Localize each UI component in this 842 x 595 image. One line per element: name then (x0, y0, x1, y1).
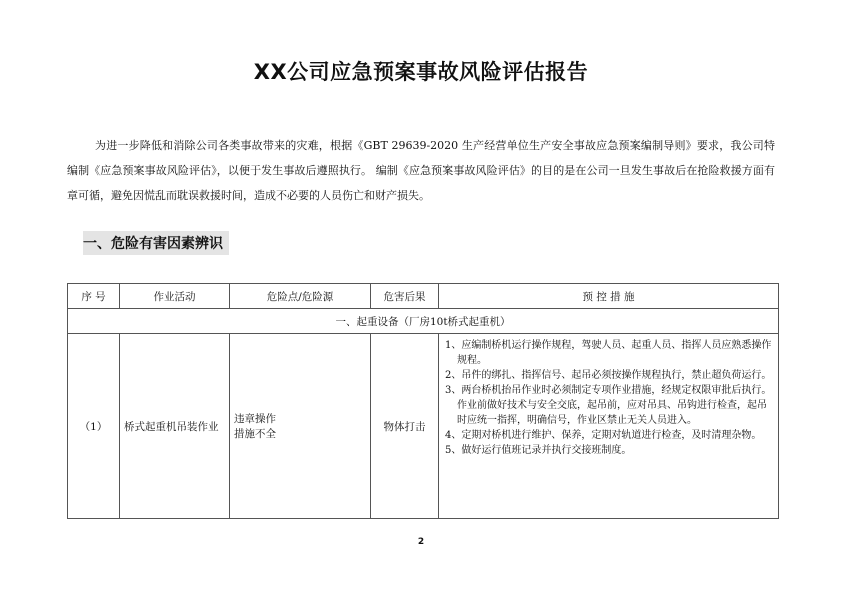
cell-consequence: 物体打击 (371, 334, 439, 519)
header-measures: 预 控 措 施 (439, 284, 779, 309)
measure-item: 3、两台桥机抬吊作业时必须制定专项作业措施，经规定权限审批后执行。作业前做好技术与安全交底，起吊前，应对吊具、吊钩进行检查，起吊时应统一指挥，明确信号，作业区禁止无关人员进入。 (445, 385, 772, 426)
cell-activity: 桥式起重机吊装作业 (120, 334, 230, 519)
cell-measures (439, 334, 779, 519)
measures-list (445, 338, 772, 458)
table-row (68, 334, 779, 519)
hazard-line-1: 违章操作 (234, 413, 276, 425)
group-row (68, 309, 779, 334)
header-no: 序 号 (68, 284, 120, 309)
page-title: XX公司应急预案事故风险评估报告 (253, 60, 589, 84)
section-heading: 一、危险有害因素辨识 (83, 231, 229, 255)
header-activity: 作业活动 (120, 284, 230, 309)
cell-hazard (230, 334, 371, 519)
table-header-row (68, 284, 779, 309)
measure-item: 5、做好运行值班记录并执行交接班制度。 (445, 445, 632, 456)
hazard-table (67, 283, 779, 519)
page-number: 2 (417, 537, 425, 547)
group-label: 一、起重设备（厂房10t桥式起重机） (68, 309, 779, 334)
hazard-line-2: 措施不全 (234, 428, 276, 440)
cell-no: （1） (68, 334, 120, 519)
header-consequence: 危害后果 (371, 284, 439, 309)
intro-paragraph: 为进一步降低和消除公司各类事故带来的灾难，根据《GBT 29639-2020 生产经营单位生产安全事故应急预案编制导则》要求，我公司特编制《应急预案事故风险评估》，以便于发生事故后遵照执行。 编制《应急预案事故风险评估》的目的是在公司一旦发生事故后在抢险救援方面有章可循，避免因慌乱而耽误救援时间，造成不必要的人员伤亡和财产损失。 (67, 139, 775, 202)
measure-item: 2、吊件的绑扎、指挥信号、起吊必须按操作规程执行，禁止超负荷运行。 (445, 370, 772, 381)
header-hazard: 危险点/危险源 (230, 284, 371, 309)
measure-item: 1、应编制桥机运行操作规程，驾驶人员、起重人员、指挥人员应熟悉操作规程。 (445, 340, 772, 366)
measure-item: 4、定期对桥机进行维护、保养，定期对轨道进行检查，及时清理杂物。 (445, 430, 762, 441)
